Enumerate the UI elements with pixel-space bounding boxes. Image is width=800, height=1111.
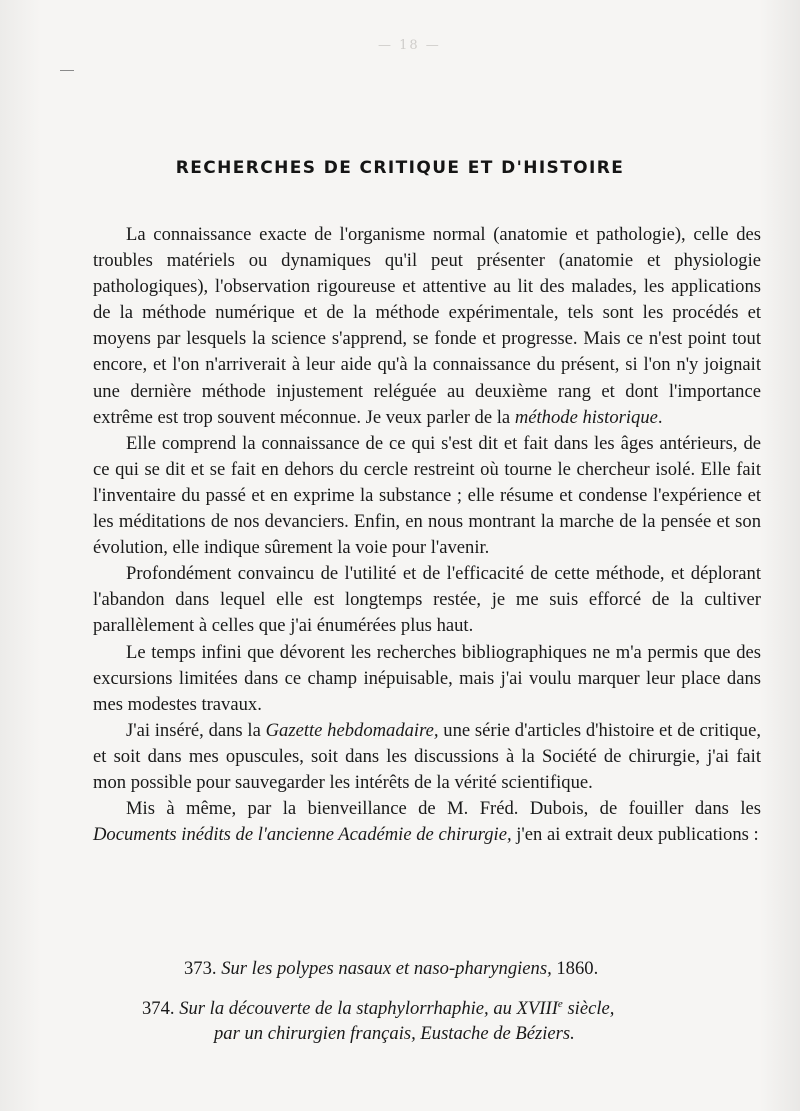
page-title: RECHERCHES DE CRITIQUE ET D'HISTOIRE — [175, 158, 625, 178]
paragraph-5: J'ai inséré, dans la Gazette hebdomadaire, une série d'articles d'histoire et de critique, et soit dans mes opuscules, soit dans les discussions à la Société de chirurgie, j'ai fait mon possible pour sauvegarder les intérêts de la vérité scientifique. — [93, 719, 761, 793]
publication-year: 1860. — [556, 958, 599, 979]
publication-374 — [142, 998, 614, 1020]
body-text — [93, 222, 761, 848]
paragraph-2: Elle comprend la connaissance de ce qui s'est dit et fait dans les âges antérieurs, de ce qui se dit et se fait en dehors du cercle restreint où tourne le chercheur isolé. Elle fait l'inventaire du passé et en exprime la substance ; elle résume et condense l'expérience et les méditations de nos devanciers. Enfin, en nous montrant la marche de la pensée et son évolution, elle indique sûrement la voie pour l'avenir. — [93, 432, 761, 559]
publication-title-line-1: Sur la découverte de la staphylorrhaphie, au XVIIIe siècle, — [179, 998, 615, 1020]
publication-number: 373. — [184, 958, 217, 979]
paragraph-6: Mis à même, par la bienveillance de M. Fréd. Dubois, de fouiller dans les Documents inédits de l'ancienne Académie de chirurgie, j'en ai extrait deux publications : — [93, 798, 761, 846]
bleed-through-page-number: — 18 — — [378, 38, 441, 53]
paragraph-4: Le temps infini que dévorent les recherches bibliographiques ne m'a permis que des excursions limitées dans ce champ inépuisable, mais j'ai voulu marquer leur place dans mes modestes travaux. — [93, 641, 761, 715]
margin-mark — [60, 70, 74, 71]
publication-title: Sur les polypes nasaux et naso-pharyngiens, — [221, 958, 552, 979]
paragraph-1: La connaissance exacte de l'organisme normal (anatomie et pathologie), celle des troubles matériels ou dynamiques qu'il peut présenter (anatomie et physiologie pathologiques), l'observation rigoureuse et attentive au lit des malades, les applications de la méthode numérique et de la méthode expérimentale, tels sont les procédés et moyens par lesquels la science s'apprend, se fonde et progresse. Mais ce n'est point tout encore, et l'on n'arriverait à leur aide qu'à la connaissance du présent, si l'on n'y joignait une dernière méthode injustement reléguée au deuxième rang et dont l'importance extrême est trop souvent méconnue. Je veux parler de la méthode historique. — [93, 224, 761, 428]
publication-374-title-line-2: par un chirurgien français, Eustache de Béziers. — [214, 1023, 575, 1044]
publication-373 — [184, 958, 598, 980]
publication-number: 374. — [142, 998, 175, 1020]
paragraph-3: Profondément convaincu de l'utilité et de l'efficacité de cette méthode, et déplorant l'abandon dans lequel elle est longtemps restée, je me suis efforcé de la cultiver parallèlement à celles que j'ai énumérées plus haut. — [93, 563, 761, 637]
